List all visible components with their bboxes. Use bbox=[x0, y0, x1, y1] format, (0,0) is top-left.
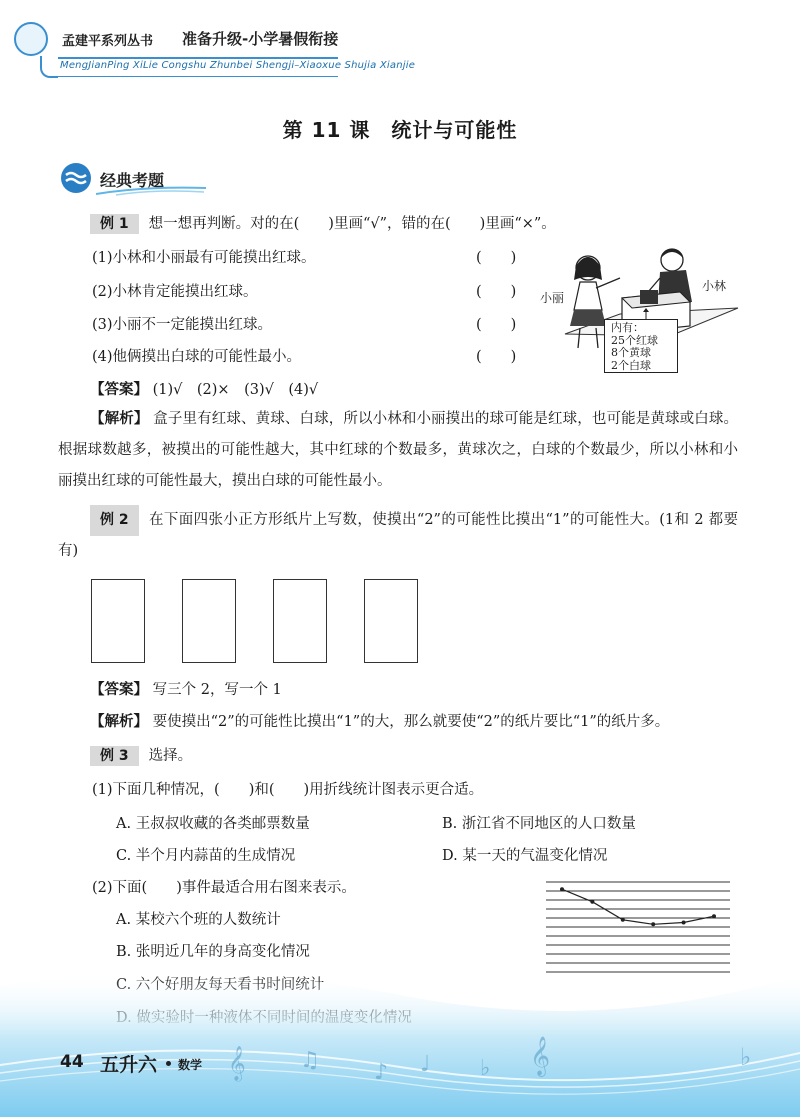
box-line-4: 2个白球 bbox=[611, 358, 651, 372]
ex2-answer: 写三个 2，写一个 1 bbox=[152, 682, 282, 698]
ex3-q2: (2)下面( )事件最适合用右图来表示。 bbox=[92, 880, 356, 896]
treble-clef-icon: 𝄞 bbox=[228, 1046, 246, 1081]
ex3-prompt-line bbox=[90, 746, 192, 766]
ex2-answer-line bbox=[90, 680, 282, 700]
section-swoosh-decoration bbox=[96, 184, 206, 196]
chart-point-5 bbox=[682, 921, 686, 925]
lesson-title: 第 11 课 统计与可能性 bbox=[282, 118, 518, 142]
ex1-item-3: (3)小丽不一定能摸出红球。 bbox=[92, 317, 273, 333]
ex1-answer-line bbox=[90, 380, 318, 400]
book-title: 准备升级-小学暑假衔接 bbox=[182, 30, 339, 48]
paper-card-4[interactable] bbox=[364, 579, 418, 663]
ex3-q1-option-b: B. 浙江省不同地区的人口数量 bbox=[442, 816, 636, 832]
series-name: 孟建平系列丛书 bbox=[62, 34, 154, 49]
girl-name-label: 小丽 bbox=[540, 291, 565, 305]
ex3-tag: 例 3 bbox=[90, 746, 139, 766]
music-note-icon-3: ♩ bbox=[420, 1052, 431, 1077]
ex1-item-2: (2)小林肯定能摸出红球。 bbox=[92, 284, 258, 300]
box-line-2: 25个红球 bbox=[611, 333, 658, 347]
ex3-q1-option-d: D. 某一天的气温变化情况 bbox=[442, 848, 608, 864]
ex2-tag: 例 2 bbox=[90, 505, 139, 536]
ex1-answer-paren-2: ( ) bbox=[476, 284, 517, 300]
music-note-icon: ♫ bbox=[300, 1048, 320, 1073]
ex2-prompt-block bbox=[58, 505, 738, 567]
footer-bullet bbox=[166, 1061, 171, 1066]
box-line-1: 内有： bbox=[611, 321, 644, 334]
flat-sign-icon: ♭ bbox=[480, 1056, 491, 1081]
section-title: 经典考题 bbox=[100, 171, 165, 190]
ex1-item-4: (4)他俩摸出白球的可能性最小。 bbox=[92, 349, 302, 365]
book-title-pinyin: MengJianPing XiLie Congshu Zhunbei Shengji–Xiaoxue Shujia Xianjie bbox=[60, 60, 416, 71]
ex2-prompt: 在下面四张小正方形纸片上写数，使摸出“2”的可能性比摸出“1”的可能性大。(1和 2 都要有) bbox=[58, 512, 738, 559]
header-rule bbox=[58, 57, 338, 59]
ex1-answer-label: 【答案】 bbox=[90, 382, 148, 398]
paper-card-3[interactable] bbox=[273, 579, 327, 663]
ex3-prompt: 选择。 bbox=[148, 748, 193, 764]
ex2-analysis: 要使摸出“2”的可能性比摸出“1”的大，那么就要使“2”的纸片要比“1”的纸片多。 bbox=[152, 714, 670, 730]
chart-point-2 bbox=[590, 900, 594, 904]
ex1-analysis-text: 盒子里有红球、黄球、白球，所以小林和小丽摸出的球可能是红球，也可能是黄球或白球。根据球数越多，被摸出的可能性越大，其中红球的个数最多，黄球次之，白球的个数最少，所以小林和小丽摸出红球的可能性最大，摸出白球的可能性最小。 bbox=[58, 411, 739, 489]
ex2-analysis-label: 【解析】 bbox=[90, 714, 148, 730]
treble-clef-icon-2: 𝄞 bbox=[530, 1036, 551, 1076]
ex1-answer-paren-4: ( ) bbox=[476, 349, 517, 365]
header-hook-decoration bbox=[40, 56, 58, 78]
chart-point-1 bbox=[560, 887, 564, 891]
ball-contents-box bbox=[604, 319, 678, 373]
chart-point-3 bbox=[621, 918, 625, 922]
flat-sign-icon-2: ♭ bbox=[740, 1043, 752, 1071]
ex1-answer: (1)√ (2)× (3)√ (4)√ bbox=[152, 382, 319, 398]
ex1-answer-paren-3: ( ) bbox=[476, 317, 517, 333]
box-line-3: 8个黄球 bbox=[611, 346, 651, 359]
ex3-q1: (1)下面几种情况，( )和( )用折线统计图表示更合适。 bbox=[92, 782, 484, 798]
footer-subject: 数学 bbox=[178, 1058, 203, 1072]
header-rule-bottom bbox=[58, 76, 338, 77]
ex2-answer-label: 【答案】 bbox=[90, 682, 148, 698]
page-number: 44 bbox=[60, 1052, 84, 1072]
ex1-item-1: (1)小林和小丽最有可能摸出红球。 bbox=[92, 250, 316, 266]
series-logo-icon bbox=[14, 22, 48, 56]
boy-name-label: 小林 bbox=[702, 279, 727, 293]
ex3-q1-option-c: C. 半个月内蒜苗的生成情况 bbox=[116, 848, 296, 864]
ex3-q2-option-a: A. 某校六个班的人数统计 bbox=[116, 912, 281, 928]
paper-card-2[interactable] bbox=[182, 579, 236, 663]
chart-point-4 bbox=[651, 922, 655, 926]
ex1-prompt: 想一想再判断。对的在( )里画“√”，错的在( )里画“×”。 bbox=[148, 216, 556, 232]
chart-point-6 bbox=[712, 914, 716, 918]
ex1-analysis bbox=[58, 404, 738, 497]
ex1-analysis-label: 【解析】 bbox=[90, 411, 149, 427]
ex1-answer-paren-1: ( ) bbox=[476, 250, 517, 266]
ex3-q1-option-a: A. 王叔叔收藏的各类邮票数量 bbox=[116, 816, 310, 832]
music-note-icon-2: ♪ bbox=[374, 1060, 389, 1085]
footer-grade: 五升六 bbox=[100, 1054, 158, 1076]
chart-series-line bbox=[562, 889, 714, 924]
paper-card-1[interactable] bbox=[91, 579, 145, 663]
ex2-analysis-line bbox=[90, 712, 669, 732]
ex3-q2-option-b: B. 张明近几年的身高变化情况 bbox=[116, 944, 310, 960]
ex1-prompt-line bbox=[90, 214, 556, 234]
footer-wave-decoration bbox=[0, 955, 800, 1117]
section-wave-icon bbox=[60, 162, 92, 194]
ex1-tag: 例 1 bbox=[90, 214, 139, 234]
